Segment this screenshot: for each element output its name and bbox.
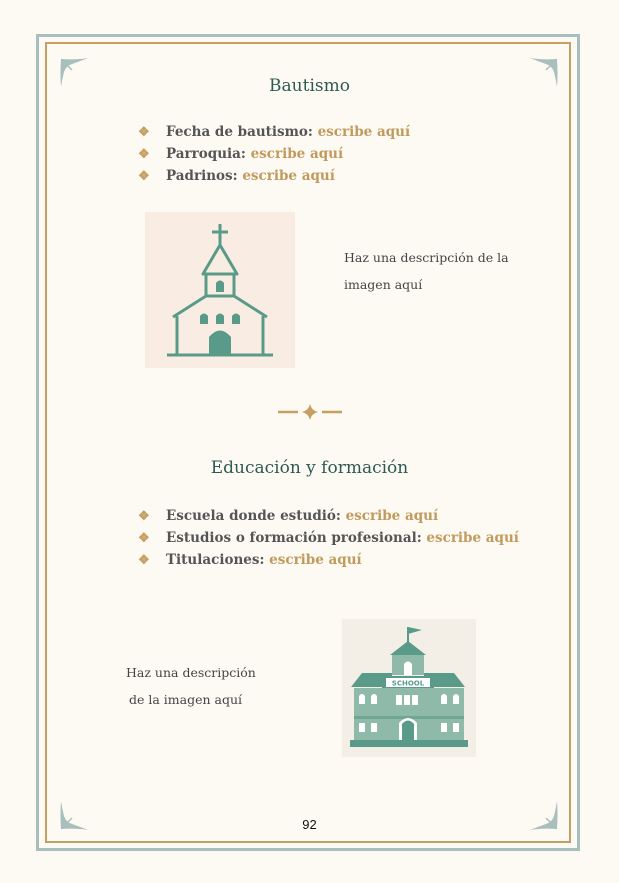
list-item: ❖ Titulaciones: escribe aquí — [138, 549, 519, 571]
school-building-icon — [342, 619, 476, 757]
list-item: ❖ Escuela donde estudió: escribe aquí — [138, 505, 519, 527]
list-item: ❖ Estudios o formación profesional: escribe aquí — [138, 527, 519, 549]
diamond-bullet-icon: ❖ — [138, 147, 150, 162]
image-description-school: Haz una descripción de la imagen aquí — [126, 665, 256, 707]
list-item: ❖ Fecha de bautismo: escribe aquí — [138, 121, 410, 143]
educacion-details-list — [138, 505, 519, 571]
divider-ornament-icon — [276, 403, 344, 421]
editable-placeholder[interactable]: escribe aquí — [426, 530, 519, 546]
school-sign-text: SCHOOL — [391, 679, 425, 688]
editable-placeholder[interactable]: escribe aquí — [269, 552, 362, 568]
diamond-bullet-icon: ❖ — [138, 553, 150, 568]
church-icon — [145, 212, 295, 368]
diamond-bullet-icon: ❖ — [138, 125, 150, 140]
editable-placeholder[interactable]: escribe aquí — [250, 146, 344, 162]
list-item: ❖ Parroquia: escribe aquí — [138, 143, 410, 165]
section-title-educacion: Educación y formación — [210, 458, 409, 478]
editable-placeholder[interactable]: escribe aquí — [317, 124, 411, 140]
diamond-bullet-icon: ❖ — [138, 509, 150, 524]
diamond-bullet-icon: ❖ — [138, 169, 150, 184]
page-number: 92 — [302, 817, 317, 832]
image-description-church: Haz una descripción de la imagen aquí — [344, 250, 509, 292]
editable-placeholder[interactable]: escribe aquí — [242, 168, 335, 184]
editable-placeholder[interactable]: escribe aquí — [345, 508, 439, 524]
diamond-bullet-icon: ❖ — [138, 531, 150, 546]
section-title-bautismo: Bautismo — [269, 76, 350, 96]
list-item: ❖ Padrinos: escribe aquí — [138, 165, 410, 187]
bautismo-details-list — [138, 121, 410, 187]
